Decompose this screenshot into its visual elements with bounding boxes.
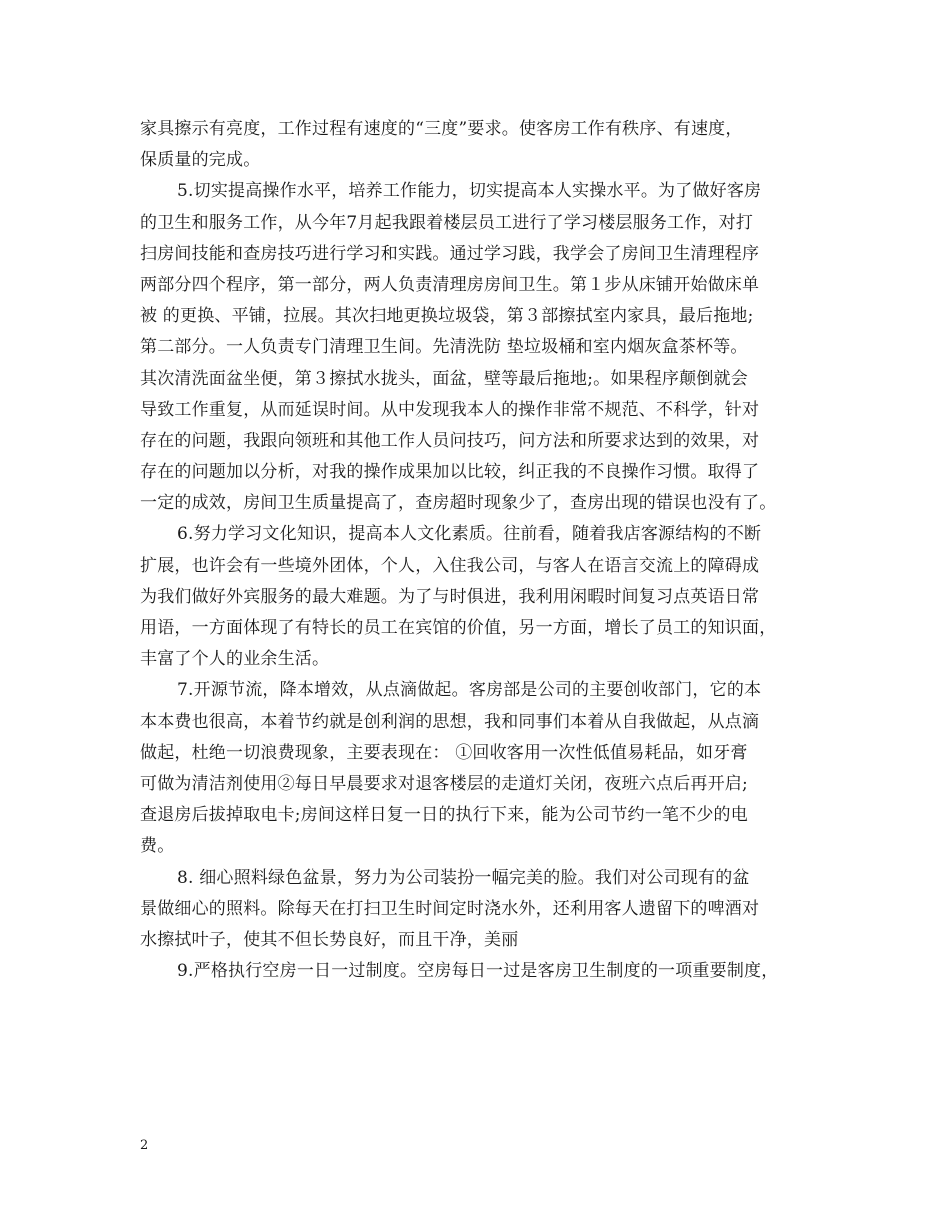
paragraph-line: 存在的问题加以分析，对我的操作成果加以比较，纠正我的不良操作习惯。取得了: [140, 462, 760, 483]
paragraph-line: 存在的问题，我跟向领班和其他工作人员问技巧，问方法和所要求达到的效果，对: [140, 430, 760, 451]
paragraph-first-line: 9.严格执行空房一日一过制度。空房每日一过是客房卫生制度的一项重要制度，: [177, 961, 779, 982]
paragraph-line: 一定的成效，房间卫生质量提高了，查房超时现象少了，查房出现的错误也没有了。: [140, 493, 777, 514]
paragraph-line: 导致工作重复，从而延误时间。从中发现我本人的操作非常不规范、不科学，针对: [140, 399, 760, 420]
document-body: [140, 114, 830, 987]
paragraph-first-line: 7.开源节流，降本增效，从点滴做起。客房部是公司的主要创收部门，它的本: [177, 680, 762, 701]
paragraph-first-line: 8. 细心照料绿色盆景，努力为公司装扮一幅完美的脸。我们对公司现有的盆: [177, 867, 750, 888]
paragraph-line: 保质量的完成。: [140, 150, 261, 171]
paragraph-line: 其次清洗面盆坐便，第３擦拭水拢头，面盆，壁等最后拖地;。如果程序颠倒就会: [140, 368, 748, 389]
paragraph-first-line: 6.努力学习文化知识，提高本人文化素质。往前看，随着我店客源结构的不断: [177, 524, 762, 545]
paragraph-line: 水擦拭叶子，使其不但长势良好，而且干净，美丽: [140, 929, 519, 950]
page-number: 2: [140, 1138, 149, 1153]
paragraph-line: 扩展，也许会有一些境外团体，个人，入住我公司，与客人在语言交流上的障碍成: [140, 555, 760, 576]
paragraph-line: 查退房后拔掉取电卡;房间这样日复一日的执行下来，能为公司节约一笔不少的电: [140, 805, 748, 826]
paragraph-line: 两部分四个程序，第一部分，两人负责清理房房间卫生。第１步从床铺开始做床单: [140, 274, 760, 295]
paragraph-line: 可做为清洁剂使用②每日早晨要求对退客楼层的走道灯关闭，夜班六点后再开启;: [140, 773, 748, 794]
paragraph-line: 丰富了个人的业余生活。: [140, 649, 330, 670]
paragraph-line: 第二部分。一人负责专门清理卫生间。先清洗防 垫垃圾桶和室内烟灰盒茶杯等。: [140, 337, 748, 358]
paragraph-line: 扫房间技能和查房技巧进行学习和实践。通过学习践，我学会了房间卫生清理程序: [140, 243, 760, 264]
paragraph-line: 被 的更换、平铺，拉展。其次扫地更换垃圾袋，第３部擦拭室内家具，最后拖地;: [140, 306, 754, 327]
paragraph-line: 本本费也很高，本着节约就是创利润的思想，我和同事们本着从自我做起，从点滴: [140, 711, 760, 732]
paragraph-first-line: 5.切实提高操作水平，培养工作能力，切实提高本人实操水平。为了做好客房: [177, 181, 762, 202]
paragraph-line: 景做细心的照料。除每天在打扫卫生时间定时浇水外，还利用客人遗留下的啤酒对: [140, 898, 760, 919]
paragraph-line: 费。: [140, 836, 175, 857]
paragraph-line: 做起，杜绝一切浪费现象，主要表现在： ①回收客用一次性低值易耗品，如牙膏: [140, 742, 748, 763]
paragraph-line: 的卫生和服务工作，从今年7月起我跟着楼层员工进行了学习楼层服务工作，对打: [140, 212, 754, 233]
paragraph-line: 为我们做好外宾服务的最大难题。为了与时俱进，我利用闲暇时间复习点英语日常: [140, 586, 760, 607]
paragraph-line: 家具擦示有亮度，工作过程有速度的“三度”要求。使客房工作有秩序、有速度，: [140, 119, 743, 139]
paragraph-line: 用语，一方面体现了有特长的员工在宾馆的价值，另一方面，增长了员工的知识面，: [140, 618, 777, 638]
